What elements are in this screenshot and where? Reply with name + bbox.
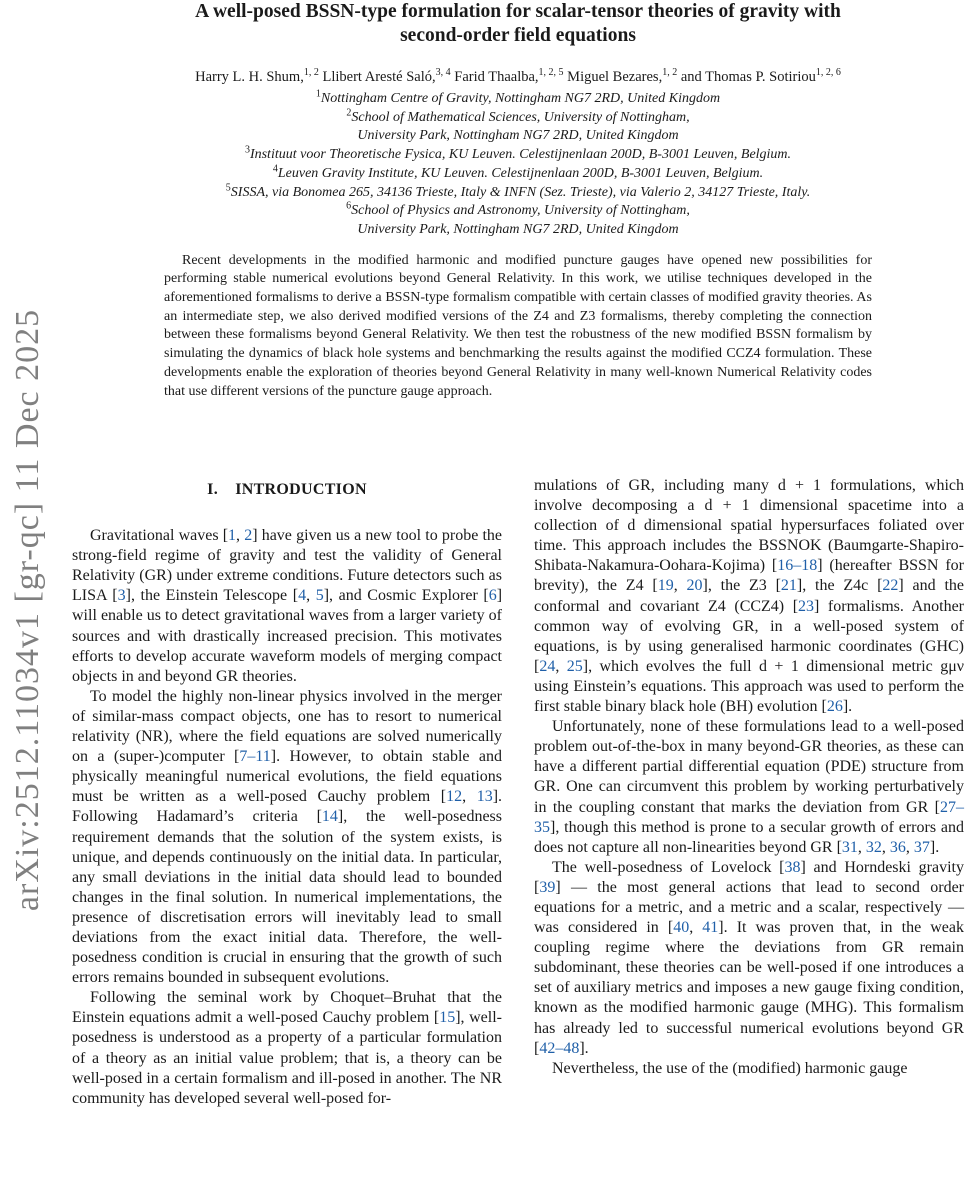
author-affiliation-marker: 1, 2, 5	[538, 67, 564, 79]
arxiv-sidebar	[0, 280, 56, 940]
body-text: ,	[236, 527, 245, 545]
body-paragraph	[534, 858, 964, 1059]
body-text: ]. Following Hadamard’s criteria [	[72, 788, 503, 826]
citation-link[interactable]: 7–11	[239, 748, 271, 766]
citation-link[interactable]: 22	[882, 577, 899, 595]
citation-link[interactable]: 41	[702, 919, 719, 937]
affiliation-text: Leuven Gravity Institute, KU Leuven. Celestijnenlaan 200D, B-3001 Leuven, Belgium.	[277, 165, 764, 181]
body-text: ,	[306, 587, 316, 605]
body-text: mulations of GR, including many d + 1 formulations, which involve decomposing a d + 1 dimensional spacetime into a collection of d dimensional spatial hypersurfaces foliated over time. This approach includes the BSSNOK (Baumgarte-Shapiro-Shibata-Nakamura-Oohara-Kojima) [	[534, 477, 964, 575]
citation-link[interactable]: 6	[488, 587, 497, 605]
body-text: ] formalisms. Another common way of evolving GR, in a well-posed system of equations, is by using generalised harmonic coordinates (GHC) [	[534, 597, 965, 675]
citation-link[interactable]: 32	[865, 838, 882, 856]
author-list	[72, 68, 964, 86]
affiliation-line	[72, 146, 964, 165]
affiliation-marker: 3	[244, 144, 250, 156]
body-text: ,	[689, 919, 703, 937]
author-affiliation-marker: 3, 4	[435, 67, 451, 79]
author-name: and Thomas P. Sotiriou	[680, 69, 816, 85]
affiliation-text: University Park, Nottingham NG7 2RD, United Kingdom	[357, 128, 679, 144]
affiliation-line	[72, 109, 964, 128]
body-text: To model the highly non-linear physics involved in the merger of similar-mass compact objects, one has to resort to numerical relativity (NR), where the field equations are solved numerically on a (super-)computer [	[72, 687, 502, 766]
affiliation-text: Instituut voor Theoretische Fysica, KU Leuven. Celestijnenlaan 200D, B-3001 Leuven, Belgium.	[249, 147, 792, 163]
citation-link[interactable]: 14	[321, 808, 338, 826]
author-affiliation-marker: 1, 2	[303, 67, 319, 79]
section-heading-introduction: I. INTRODUCTION	[207, 481, 367, 498]
body-text: ].	[842, 698, 853, 716]
affiliation-line	[72, 90, 964, 109]
citation-link[interactable]: 37	[913, 838, 930, 856]
title-line-1: A well-posed BSSN-type formulation for scalar-tensor theories of gravity with	[195, 1, 841, 22]
affiliation-text: Nottingham Centre of Gravity, Nottingham NG7 2RD, United Kingdom	[320, 91, 721, 106]
body-columns	[72, 476, 964, 1109]
author-name: Llibert Aresté Saló,	[322, 69, 436, 85]
citation-link[interactable]: 13	[476, 788, 493, 806]
paper-page	[72, 0, 964, 1200]
citation-link[interactable]: 4	[298, 587, 307, 605]
body-text: Following the seminal work by Choquet–Bruhat that the Einstein equations admit a well-posed Cauchy problem [	[72, 989, 502, 1027]
affiliation-line	[72, 221, 964, 240]
affiliation-marker: 1	[315, 88, 321, 100]
author-affiliation-marker: 1, 2, 6	[815, 67, 841, 79]
body-text: ] (hereafter BSSN for brevity), the Z4 [	[534, 557, 965, 595]
body-text: ,	[857, 838, 866, 856]
affiliation-marker: 5	[225, 181, 231, 193]
body-text: ], well-posedness is understood as a property of a particular formulation of a theory as an initial value problem; that is, a theory can be well-posed in a certain formalism and ill-posed in another. The NR community has developed several well-posed for-	[72, 1009, 503, 1107]
citation-link[interactable]: 24	[539, 657, 556, 675]
author-name: Farid Thaalba,	[454, 69, 539, 85]
citation-link[interactable]: 2	[244, 527, 253, 545]
body-text: ], the Einstein Telescope [	[125, 587, 299, 605]
body-text: ], the well-posedness requirement demands that the solution of the system exists, is unique, and depends continuously on the initial data. In particular, any small deviations in the initial data should lead to bounded changes in the final solution. In numerical implementations, the presence of discretisation errors will inevitably lead to small deviations from the exact initial data. Therefore, the well-posedness condition is crucial in ensuring that the growth of such errors remains bounded in subsequent evolutions.	[72, 808, 502, 987]
body-text: The well-posedness of Lovelock [	[552, 858, 785, 876]
citation-link[interactable]: 31	[841, 838, 858, 856]
citation-link[interactable]: 39	[539, 878, 556, 896]
body-text: ], the Z4c [	[796, 577, 883, 595]
body-text: ,	[462, 788, 477, 806]
citation-link[interactable]: 26	[826, 698, 843, 716]
citation-link[interactable]: 25	[566, 657, 583, 675]
body-text: ], which evolves the full d + 1 dimensional metric gμν using Einstein’s equations. This approach was used to perform the first stable binary black hole (BH) evolution [	[534, 657, 965, 716]
body-text: ,	[881, 838, 890, 856]
body-text: ] and Horndeski gravity [	[534, 858, 964, 896]
citation-link[interactable]: 3	[117, 587, 126, 605]
body-text: ] have given us a new tool to probe the strong-field regime of gravity and test the validity of General Relativity (GR) under extreme conditions. Future detectors such as LISA [	[72, 527, 503, 605]
citation-link[interactable]: 20	[686, 577, 703, 595]
body-text: ] — the most general actions that lead to second order equations for a metric, and a metric and a scalar, respectively — was considered in [	[534, 878, 964, 937]
affiliation-text: SISSA, via Bonomea 265, 34136 Trieste, Italy & INFN (Sez. Trieste), via Valerio 2, 34127 Trieste, Italy.	[230, 184, 811, 200]
body-text: ]. However, to obtain stable and physically meaningful numerical evolutions, the field equations must be written as a well-posed Cauchy problem [	[72, 748, 503, 806]
body-text: ,	[673, 577, 687, 595]
arxiv-identifier: arXiv:2512.11034v1 [gr-qc] 11 Dec 2025	[9, 308, 46, 912]
author-affiliation-marker: 1, 2	[662, 67, 678, 79]
body-text: ], and Cosmic Explorer [	[323, 587, 489, 605]
affiliation-text: School of Mathematical Sciences, University of Nottingham,	[351, 109, 690, 125]
citation-link[interactable]: 19	[657, 577, 674, 595]
affiliation-text: University Park, Nottingham NG7 2RD, United Kingdom	[357, 221, 679, 237]
body-paragraph	[534, 476, 964, 717]
author-name: Harry L. H. Shum,	[195, 69, 304, 85]
body-paragraph	[72, 526, 502, 687]
citation-link[interactable]: 1	[228, 527, 237, 545]
affiliation-list	[72, 90, 964, 240]
affiliation-marker: 2	[346, 107, 352, 119]
affiliation-marker: 6	[346, 200, 352, 212]
citation-link[interactable]: 15	[439, 1009, 456, 1027]
body-text: Unfortunately, none of these formulations lead to a well-posed problem out-of-the-box in many beyond-GR theories, as these can have a different partial differential equation (PDE) structure from GR. One can circumvent this problem by working perturbatively in the coupling constant that marks the deviation from GR [	[534, 718, 964, 816]
body-text: ]. It was proven that, in the weak coupling regime where the deviations from GR remain subdominant, these theories can be well-posed if one introduces a set of auxiliary metrics and imposes a new gauge fixing condition, known as the modified harmonic gauge (MHG). This formalism has already led to successful numerical evolutions beyond GR [	[534, 919, 965, 1057]
body-text: ].	[579, 1039, 589, 1057]
affiliation-line	[72, 127, 964, 146]
body-paragraph	[72, 988, 502, 1109]
body-text: ] will enable us to detect gravitational waves from a larger variety of sources and with drastically increased precision. This motivates efforts to develop accurate waveform models of merging compact objects in and beyond GR theories.	[72, 587, 503, 685]
affiliation-line	[72, 181, 964, 203]
body-text: ], the Z3 [	[702, 577, 781, 595]
body-text: ,	[555, 657, 567, 675]
citation-link[interactable]: 21	[780, 577, 797, 595]
body-text: ].	[929, 838, 940, 856]
citation-link[interactable]: 5	[315, 587, 324, 605]
body-paragraph	[72, 687, 502, 988]
body-text: ], though this method is prone to a secular growth of errors and does not capture all non-linearities beyond GR [	[534, 818, 964, 856]
body-text: ,	[905, 838, 914, 856]
citation-link[interactable]: 36	[889, 838, 906, 856]
affiliation-line	[72, 165, 964, 184]
citation-link[interactable]: 42–48	[539, 1039, 580, 1057]
citation-link[interactable]: 27–35	[534, 798, 964, 836]
citation-link[interactable]: 38	[784, 858, 801, 876]
body-text: Gravitational waves [	[90, 527, 229, 545]
abstract: Recent developments in the modified harmonic and modified puncture gauges have opened new possibilities for performing stable numerical evolutions beyond General Relativity. In this work, we utilise techniques developed in the aforementioned formalisms to derive a BSSN-type formalism compatible with certain classes of modified gravity theories. As an intermediate step, we also derived modified versions of the Z4 and Z3 formalisms, thereby completing the connection between these formalisms beyond General Relativity. We then test the robustness of the new modified BSSN formalism by simulating the dynamics of black hole systems and benchmarking the results against the modified CCZ4 formulation. These developments enable the exploration of theories beyond General Relativity in many well-known Numerical Relativity codes that use different versions of the puncture gauge approach.	[164, 252, 872, 399]
body-paragraph	[534, 1059, 964, 1079]
right-column	[534, 476, 964, 1109]
affiliation-marker: 4	[272, 163, 278, 175]
paper-title	[72, 0, 964, 48]
citation-link[interactable]: 40	[673, 919, 690, 937]
left-column	[72, 476, 502, 1109]
affiliation-line	[72, 202, 964, 221]
affiliation-text: School of Physics and Astronomy, University of Nottingham,	[351, 203, 690, 219]
title-line-2: second-order field equations	[400, 25, 636, 46]
author-name: Miguel Bezares,	[567, 69, 663, 85]
citation-link[interactable]: 23	[798, 597, 815, 615]
body-text: ] and the conformal and covariant Z4 (CCZ4) [	[534, 577, 965, 615]
body-paragraph	[534, 717, 964, 858]
citation-link[interactable]: 12	[446, 788, 463, 806]
citation-link[interactable]: 16–18	[777, 557, 818, 575]
body-text: Nevertheless, the use of the (modified) harmonic gauge	[552, 1059, 908, 1077]
